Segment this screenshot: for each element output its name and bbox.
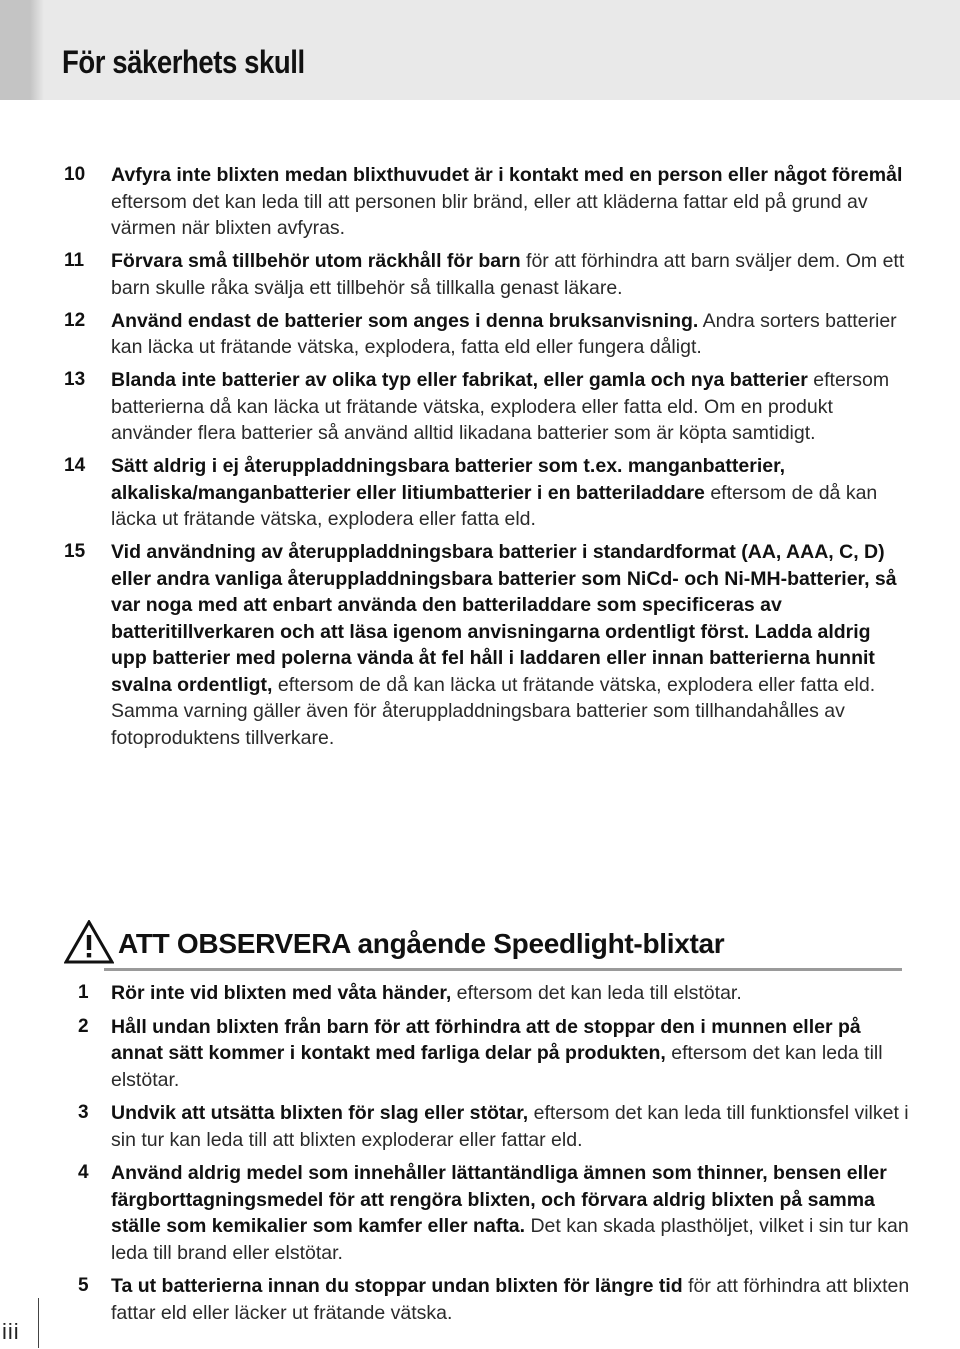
list-item bbox=[0, 1014, 960, 1094]
item-plain-text: för att förhindra att blixten fattar eld eller läcker ut frätande vätska. bbox=[111, 1275, 910, 1324]
page-number-rule bbox=[38, 1298, 39, 1348]
item-bold-text: Håll undan blixten från barn för att förhindra att de stoppar den i munnen eller på annat sätt kommer i kontakt med farliga delar på produkten, bbox=[111, 1015, 861, 1064]
item-plain-text: för att förhindra att barn sväljer dem. Om ett barn skulle råka svälja ett tillbehör så tillkalla genast läkare. bbox=[111, 250, 905, 299]
warning-title: ATT OBSERVERA angående Speedlight-blixtar bbox=[118, 928, 725, 959]
item-plain-text: eftersom batterierna då kan läcka ut frätande vätska, explodera eller fatta eld. Om en produkt använder flera batterier så använd alltid likadana batterier som är köpta samtidigt. bbox=[111, 369, 890, 444]
item-number: 13 bbox=[64, 369, 86, 390]
warning-triangle-icon bbox=[64, 920, 114, 964]
item-bold-text: Förvara små tillbehör utom räckhåll för barn bbox=[111, 250, 521, 272]
item-number: 3 bbox=[78, 1102, 89, 1123]
safety-list-bottom bbox=[0, 980, 960, 1333]
item-number: 1 bbox=[78, 982, 89, 1003]
page-number: iii bbox=[2, 1319, 20, 1344]
warning-heading bbox=[64, 918, 904, 972]
item-plain-text: eftersom det kan leda till funktionsfel vilket i sin tur kan leda till att blixten exploderar eller fattar eld. bbox=[111, 1102, 909, 1151]
item-number: 14 bbox=[64, 455, 86, 476]
item-bold-text: Använd endast de batterier som anges i denna bruksanvisning. bbox=[111, 309, 699, 332]
item-plain-text: eftersom det kan leda till elstötar. bbox=[451, 982, 742, 1004]
item-plain-text: eftersom de då kan läcka ut frätande vätska, explodera eller fatta eld. Samma varning gäller även för återuppladdningsbara batterier som tillhandahålles av fotoproduktens tillverkare. bbox=[111, 673, 876, 749]
list-item bbox=[0, 162, 960, 242]
item-bold-text: Blanda inte batterier av olika typ eller fabrikat, eller gamla och nya batterier bbox=[111, 369, 808, 391]
item-plain-text: Det kan skada plasthöljet, vilket i sin tur kan leda till brand eller elstötar. bbox=[111, 1215, 909, 1264]
item-number: 15 bbox=[64, 541, 86, 562]
item-bold-text: Undvik att utsätta blixten för slag eller stötar, bbox=[111, 1102, 529, 1124]
list-item bbox=[0, 248, 960, 301]
item-text bbox=[111, 453, 910, 533]
item-text bbox=[111, 248, 910, 301]
safety-list-top bbox=[0, 162, 960, 758]
page-title: För säkerhets skull bbox=[62, 44, 305, 80]
item-text bbox=[111, 1273, 910, 1326]
item-text bbox=[111, 1100, 910, 1153]
item-text bbox=[111, 367, 910, 447]
item-bold-text: Ta ut batterierna innan du stoppar undan blixten för längre tid bbox=[111, 1275, 683, 1297]
item-text bbox=[111, 539, 910, 751]
item-text bbox=[111, 980, 910, 1007]
item-plain-text: eftersom det kan leda till att personen blir bränd, eller att kläderna fattar eld på grund av värmen när blixten avfyras. bbox=[111, 190, 868, 239]
item-plain-text: eftersom det kan leda till elstötar. bbox=[111, 1042, 883, 1091]
item-bold-text: Rör inte vid blixten med våta händer, bbox=[111, 982, 452, 1004]
item-plain-text: eftersom de då kan läcka ut frätande vätska, explodera eller fatta eld. bbox=[111, 481, 878, 530]
item-text bbox=[111, 1160, 910, 1266]
item-number: 11 bbox=[64, 250, 85, 271]
list-item bbox=[0, 980, 960, 1007]
item-plain-text: Andra sorters batterier kan läcka ut frätande vätska, explodera, fatta eld eller fungera dåligt. bbox=[111, 309, 897, 358]
list-item bbox=[0, 308, 960, 361]
item-text bbox=[111, 308, 910, 361]
list-item bbox=[0, 367, 960, 447]
warning-divider bbox=[104, 968, 902, 971]
item-number: 4 bbox=[78, 1162, 89, 1183]
item-number: 10 bbox=[64, 164, 86, 185]
item-text bbox=[111, 162, 910, 242]
item-number: 12 bbox=[64, 309, 86, 331]
item-number: 2 bbox=[78, 1015, 89, 1037]
item-bold-text: Vid användning av återuppladdningsbara batterier i standardformat (AA, AAA, C, D) eller andra vanliga återuppladdningsbara batterier som NiCd- och Ni-MH-batterier, så var noga med att enbart använda den batteriladdare som specificeras av batteritillverkaren och att läsa igenom anvisningarna ordentligt först. Ladda aldrig upp batterier med polerna vända åt fel håll i laddaren eller innan batterierna hunnit svalna ordentligt, bbox=[111, 541, 897, 696]
item-bold-text: Avfyra inte blixten medan blixthuvudet är i kontakt med en person eller något föremål bbox=[111, 164, 903, 186]
list-item bbox=[0, 1273, 960, 1326]
list-item bbox=[0, 1160, 960, 1266]
list-item bbox=[0, 539, 960, 751]
item-bold-text: Sätt aldrig i ej återuppladdningsbara batterier som t.ex. manganbatterier, alkaliska/manganbatterier eller litiumbatterier i en batteriladdare bbox=[111, 455, 786, 504]
item-text bbox=[111, 1014, 910, 1094]
item-number: 5 bbox=[78, 1275, 89, 1296]
list-item bbox=[0, 453, 960, 533]
item-bold-text: Använd aldrig medel som innehåller lättantändliga ämnen som thinner, bensen eller färgborttagningsmedel för att rengöra blixten, och förvara aldrig blixten på samma ställe som kemikalier som kamfer eller nafta. bbox=[111, 1162, 887, 1237]
list-item bbox=[0, 1100, 960, 1153]
